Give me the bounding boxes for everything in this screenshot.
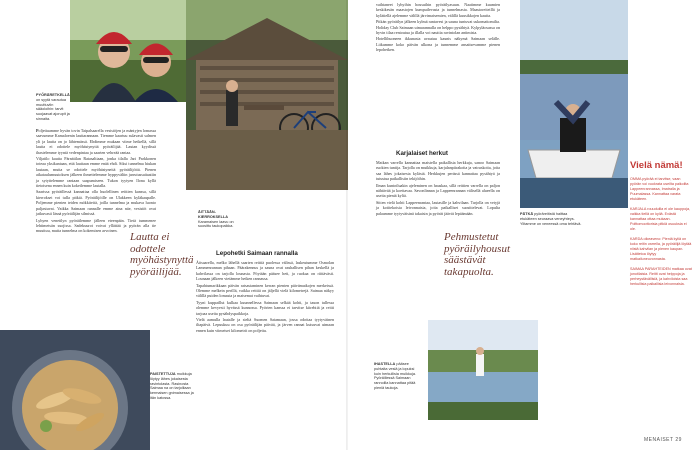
lake-photo <box>428 320 538 420</box>
pull-quote-right: Pehmustetut pyöräilyhousut säästävät takapuolta. <box>444 231 510 278</box>
paragraph: Poljettuamme hyvän tovin Taipalsaarella vesistöjen ja mäntyjen lomassa saavumme Kamaloenin lauttarannaan. Tiemme kaartuu sulavasti salmen yli ja lautta on jo lähtemässä. Ehdimme mukaan viime hetkellä, sillä lautta ei odottele myöhästynyttä pyöräilijää. Lautan kyydissä ihastelemme tyyntä vedenpintaa ja saarten vehreää rantaa. <box>36 128 156 155</box>
paragraph: Ilman kuntoiluakin ajeleminen on hauskaa, sillä reittien varrella on paljon nähtävää ja koettavaa. Savonlinnan ja Lappeenrannan välisellä alueella on useita pieniä kyliä. <box>376 182 500 199</box>
caption-text: Karamaisen laavu on suosittu taukopaikka. <box>198 219 234 229</box>
left-column-2 <box>196 260 334 334</box>
caption-label: IHASTELLA <box>374 362 396 366</box>
sidebar-item: KARDA oikeaveno: Pieniä kyliä on koko reitin varrella, ja pyöräilijä löytää niistä kahvilan ja pienen kaupan. Lisätietoa löytyy matkailuneuvonnasta. <box>630 237 692 261</box>
boat-photo <box>520 0 628 208</box>
right-column-2 <box>376 160 500 217</box>
sidebar-vielä-nama <box>630 160 692 292</box>
paragraph: Saarissa pyöräillessä kannattaa olla huolellinen reittien kanssa, sillä kierrokset voi tulla pitkiä. Pyöräilijöille on Ulakkeen kyläkaupalle. Poljemme pienten teiden mökkiteitä, joilla tunnelma ja mukava luonto paljastuvat. Vaikka Saimaan rannalle emme aina näe, vesistöt ovat jatkuvasti läsnä pyöräilijän silmissä. <box>36 189 156 217</box>
caption-label: PÄTKÄ <box>520 212 534 216</box>
caption-label: PAISTETTUJA <box>150 372 176 376</box>
pull-quote-left: Lautta ei odottele myöhästynyttä pyöräilijää. <box>130 231 194 278</box>
shelter-photo <box>186 0 348 190</box>
subhead-karjalaiset: Karjalaiset herkut <box>396 150 448 157</box>
page-folio: MENAISET 29 <box>644 437 682 443</box>
paragraph: Hotellihuoneen ikkunasta avautuu kaunis näkymä Saimaan selälle. Liikumme koko päivän ulkona ja tunnemme ansaitsevamme pienen lepohetken. <box>376 36 500 53</box>
paragraph: Äitsaarella, melko lähellä saarten reittiä puolessa välissä, laskeutumme Osmolan Lammenrannan pihaan. Päärakennus ja sauna ovat rauhallisen pihan keskellä ja kahvilassa on tarjolla lounasta. Pöytään pääsee heti, ja ruokaa on riittävästi. Lounaan jälkeen vietämme hetken rannassa. <box>196 260 334 282</box>
caption-label: PYÖRÄRETKELLÄ <box>36 93 70 97</box>
caption-text: pääsee puhtaita vesiä ja lopuksi kuin herkullisia muikkuja. Pyöräillessä Saimaan rannoilla kannattaa pitää pieniä taukoja. <box>374 362 416 390</box>
sidebar-title: Vielä nämä! <box>630 160 683 171</box>
caption-cyclists <box>36 93 72 122</box>
caption-text: muikkuja löytyy lähes jokaisesta ravintolasta. Rasinosta Saimaa na on tarjolilaan kermaisen gnimaisessa ja itän katossa. <box>150 372 194 400</box>
paragraph: vaihtaneet lyhyihin housuihin pyöräilyasuun. Naatimme kuumien keskikesän maastojen kumpuilevasta ja tunnelmasta. Maastoreiteillä ja kylätiellä ajelemme välillä järvimaisemien, välillä kuusikkojen kautta. <box>376 2 500 18</box>
caption-text: pyöräreitistä haittaa etukäteen seuraava veneyhteys. Ylitamme on veneessä oma tehtävä. <box>520 212 582 226</box>
paragraph: Vielä aamulla lautalle ja sieltä Suomen Satamaan, jossa odottaa tyytyväinen iltapäivä. Lepuukuu on osa pyöräilijän päivää, ja järven rannat kutsuvat uimaan ennen kuin viimeiset kilometrit on poljettu. <box>196 317 334 333</box>
caption-boat <box>520 212 584 226</box>
left-column-1 <box>36 128 156 235</box>
paragraph: Lyhyen venetilyn pyöräilemme jälleen eteenpäin. Tietä tummenee lehtimetsän suojissa. Sadekuurot voivat yllättää ja pyörän alla tie muuttuu, mutta tunnelma on kokemisen arvoinen. <box>36 217 156 234</box>
sidebar-item: SAIMAA PARAHTEIDEN matkaa ovat jonotilaisia. Reitit ovat helppoja ja perheystävällisiä, ja kahviloista saa herkullisia paikallisia leivonnaisia. <box>630 267 692 286</box>
sidebar-item: KARJALA rouuduilla ei ole kauppoja, vaikka tiellä on kyliä. Evästä kannattaa ottaa mukaan. Polttomoottorisia pitkiä osuuksia ei ole. <box>630 207 691 231</box>
right-column-1 <box>376 2 500 54</box>
paragraph: Viljatilo kautta Pärnätilan Ratasaltiaan, jonka tilalla Jari Parkkonen toteaa yksikantaan, että lauttaan emme enää ehdi. Siksi tunnelma hiukan lautaan, mutta se odottele myöhästyneitä pyöräilijöitä. Pienen aikataulumuutoksen jälkeen ihmettelemme hyppyväliin jarrutussaitaatiin ja sytyttelemme rantaan saapumiseen. Tukon tyytyen Ilona kyllä tietoisena ennen kuin kokeilemme lautalla. <box>36 156 156 189</box>
paragraph: Tyyni kuppaillut kulkaa kuunnellessa Saimaan selkää kohti, ja tauon tullessa olemme kevyesti hyvässä kunnossa. Pyörien kanssa ei tarvitse kiirehtiä ja reitti tarjoaa useita pysähdyspaikkoja. <box>196 299 334 316</box>
caption-shelter <box>198 210 244 229</box>
paragraph: Pitkän pyöräilyn jälkeen kylmä rantavesi ja sauna tuntuvat uskomattomilta. Holiday Club Saimaan uimarannalla on helppo pysähtyä. Kylpyläosassa on hyvin tilaa rentoutua ja illalla voi nauttia ravintolan antimista. <box>376 19 500 36</box>
paragraph: Matkan varrella kannattaa maistella paikallisia herkkuja, sanoo Saimaan ruokien tuntija. Tarjolla on muikkuja, karjalanpiirakoita ja vatruskoita, joita saa lähes jokaisesta kylästä. Herkkujen perässä kannattaa pysähtyä ja tutustua paikallisiin tekijöihin. <box>376 160 500 182</box>
cyclists-photo <box>70 0 188 102</box>
food-photo <box>0 330 150 450</box>
caption-food <box>150 372 194 401</box>
caption-label: ÄITTÄÄN-KIERROKSELLA <box>198 210 228 219</box>
caption-lake <box>374 362 420 391</box>
paragraph: Sitten vielä kohti Lappeenrantaa, lautasille ja kahvilaan. Tarjolla on vetyjä ja kotitekoisia leivonnaisia, joita paikalliset suosittelevat. Lopulta palaamme tyytyväisinä takaisin ja pyörät jäävät lepäämään. <box>376 199 500 216</box>
right-page <box>348 0 696 450</box>
subhead-lepohetki: Lepohetki Saimaan rannalla <box>216 250 298 257</box>
paragraph: Tapahtumarikkaan päivän ratsastaminen kerran pienten päivämatkojen merkeissä. Olemme melkein perillä, vaikka reittiä on jäljellä vielä kilometrejä. Saimaa näkyy välillä puiden lomasta ja maisemat vaihtuvat. <box>196 282 334 299</box>
caption-text: on syytä varautua muuttuviin sääoloihin: tarvit suojaavat ajorupit ja sinnaita. <box>36 97 70 121</box>
sidebar-item: OMMA pyörää ei tarvitse, vaan pyörän voi vuokrata useilta paikoilta Lappeenrannassa, Imatralla ja Puumalassa. Kannattaa varata etukäteen. <box>630 177 689 201</box>
